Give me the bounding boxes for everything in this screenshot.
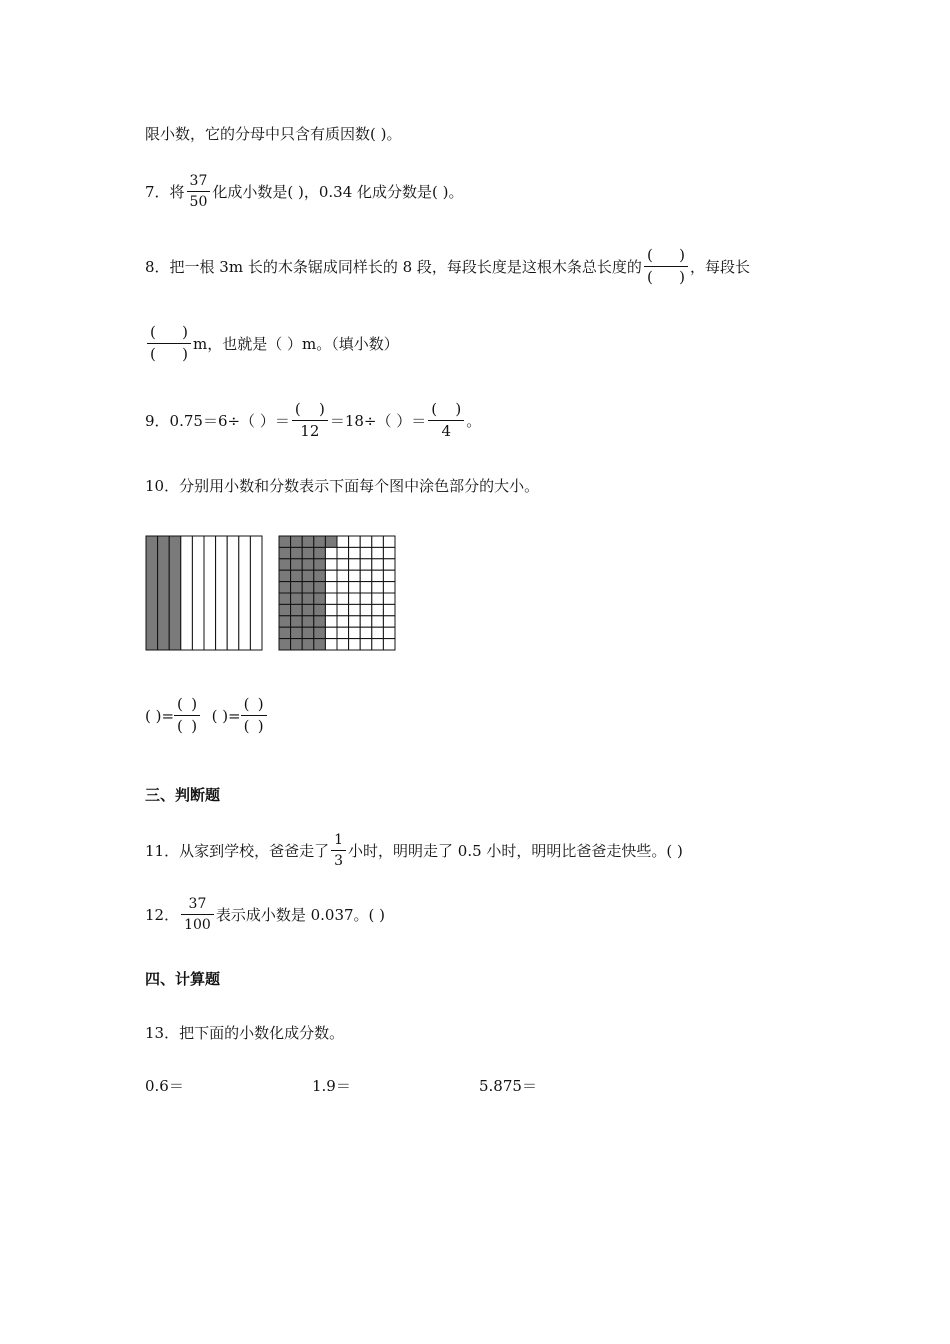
q9-text-b: ＝18÷（ ）＝ — [329, 412, 427, 430]
grid-cell-shaded — [291, 627, 303, 638]
grid-cell-blank — [325, 604, 337, 615]
q12-text-a: 12． — [145, 906, 180, 924]
paren-close: ) — [182, 345, 188, 363]
grid-cell-shaded — [302, 570, 314, 581]
grid-cell-shaded — [291, 593, 303, 604]
grid-cell-shaded — [291, 604, 303, 615]
grid-cell-blank — [360, 604, 372, 615]
q13-item-2: 1.9＝ — [312, 1077, 351, 1095]
grid-cell-blank — [337, 547, 349, 558]
grid-cell-blank — [372, 639, 384, 650]
paren-open: ( — [294, 400, 301, 418]
grid-cell-blank — [337, 582, 349, 593]
section-3-heading — [145, 784, 220, 805]
grid-cell-blank — [372, 593, 384, 604]
q13-items — [145, 1075, 537, 1096]
grid-cell-shaded — [291, 536, 303, 547]
grid-cell-blank — [325, 616, 337, 627]
grid-cell-shaded — [279, 593, 291, 604]
q12-denominator: 100 — [181, 914, 214, 932]
strip-blank — [192, 536, 204, 650]
grid-cell-blank — [360, 582, 372, 593]
paren-open: ( — [243, 717, 250, 735]
grid-cell-blank — [349, 559, 361, 570]
paren-open: ( — [646, 246, 653, 264]
grid-cell-blank — [349, 582, 361, 593]
grid-cell-shaded — [325, 536, 337, 547]
strip-blank — [216, 536, 228, 650]
grid-cell-blank — [383, 616, 395, 627]
paren-close: ) — [679, 268, 685, 286]
grid-cell-shaded — [314, 582, 326, 593]
q10-text: 10．分别用小数和分数表示下面每个图中涂色部分的大小。 — [145, 477, 540, 495]
grid-cell-shaded — [279, 627, 291, 638]
grid-cell-blank — [383, 639, 395, 650]
strip-blank — [227, 536, 239, 650]
grid-cell-blank — [349, 639, 361, 650]
grid-cell-blank — [372, 604, 384, 615]
q13-item-3: 5.875＝ — [479, 1077, 537, 1095]
question-13 — [145, 1022, 344, 1043]
grid-cell-blank — [349, 570, 361, 581]
grid-cell-blank — [349, 627, 361, 638]
grid-cell-blank — [325, 582, 337, 593]
grid-cell-shaded — [279, 547, 291, 558]
question-12 — [145, 897, 385, 932]
grid-cell-blank — [349, 547, 361, 558]
grid-cell-blank — [349, 536, 361, 547]
grid-cell-blank — [349, 604, 361, 615]
q11-text-a: 11．从家到学校，爸爸走了 — [145, 842, 330, 860]
q6-text: 限小数，它的分母中只含有质因数( )。 — [145, 125, 402, 143]
grid-cell-shaded — [314, 616, 326, 627]
grid-cell-shaded — [302, 593, 314, 604]
question-8 — [145, 248, 750, 285]
grid-cell-shaded — [291, 616, 303, 627]
grid-cell-blank — [360, 570, 372, 581]
strip-blank — [250, 536, 262, 650]
paren-close: ) — [182, 323, 188, 341]
q13-item-1: 0.6＝ — [145, 1077, 184, 1095]
section-3-title: 三、判断题 — [145, 786, 221, 804]
paren-open: ( — [243, 695, 250, 713]
grid-cell-blank — [337, 570, 349, 581]
grid-cell-blank — [383, 559, 395, 570]
grid-cell-blank — [372, 547, 384, 558]
q10-answers — [145, 697, 269, 734]
paren-close: ) — [455, 400, 462, 418]
grid-cell-blank — [383, 547, 395, 558]
grid-cell-blank — [337, 536, 349, 547]
strip-shaded — [146, 536, 158, 650]
grid-cell-shaded — [314, 627, 326, 638]
grid-cell-shaded — [314, 559, 326, 570]
strip-shaded — [158, 536, 170, 650]
q12-text-b: 表示成小数是 0.037。( ) — [215, 906, 386, 924]
q9-text-c: 。 — [466, 412, 482, 430]
grid-cell-blank — [337, 593, 349, 604]
section-4-heading — [145, 968, 220, 989]
q7-text-a: 7．将 — [145, 183, 185, 201]
question-11 — [145, 833, 683, 868]
paren-close: ) — [257, 695, 264, 713]
q7-text-b: 化成小数是( )，0.34 化成分数是( )。 — [212, 183, 464, 201]
grid-cell-shaded — [291, 570, 303, 581]
paren-open: ( — [150, 323, 156, 341]
grid-cell-blank — [360, 627, 372, 638]
grid-cell-blank — [383, 536, 395, 547]
grid-cell-shaded — [291, 582, 303, 593]
q10-answer-1-label: ( )= — [145, 706, 175, 725]
grid-cell-blank — [383, 570, 395, 581]
strip-blank — [204, 536, 216, 650]
paren-open: ( — [431, 400, 438, 418]
grid-cell-blank — [349, 593, 361, 604]
grid-cell-blank — [337, 639, 349, 650]
grid-cell-shaded — [291, 639, 303, 650]
grid-cell-blank — [337, 604, 349, 615]
q13-text: 13．把下面的小数化成分数。 — [145, 1024, 345, 1042]
q11-text-b: 小时，明明走了 0.5 小时，明明比爸爸走快些。( ) — [348, 842, 683, 860]
grid-cell-blank — [325, 627, 337, 638]
strip-blank — [181, 536, 193, 650]
grid-cell-blank — [383, 604, 395, 615]
q8-text-a: 8．把一根 3m 长的木条锯成同样长的 8 段，每段长度是这根木条总长度的 — [145, 258, 642, 276]
grid-cell-blank — [383, 593, 395, 604]
grid-cell-shaded — [314, 604, 326, 615]
q9-fraction-1[interactable] — [292, 402, 328, 439]
grid-cell-shaded — [314, 536, 326, 547]
grid-cell-blank — [325, 639, 337, 650]
paren-close: ) — [318, 400, 325, 418]
q11-denominator: 3 — [331, 850, 346, 868]
q8-text-b: ，每段长 — [689, 258, 750, 276]
grid-cell-shaded — [279, 604, 291, 615]
q9-denominator-2: 4 — [428, 420, 464, 439]
grid-cell-shaded — [302, 559, 314, 570]
paren-open: ( — [150, 345, 156, 363]
grid-cell-shaded — [302, 639, 314, 650]
grid-cell-shaded — [279, 559, 291, 570]
q8-text-c: m，也就是（ ）m。（填小数） — [193, 335, 399, 353]
grid-cell-blank — [337, 616, 349, 627]
paren-close: ) — [191, 695, 198, 713]
q9-text-a: 9．0.75＝6÷（ ）＝ — [145, 412, 290, 430]
grid-cell-blank — [337, 627, 349, 638]
grid-cell-shaded — [291, 547, 303, 558]
grid-cell-shaded — [314, 570, 326, 581]
grid-cell-shaded — [302, 604, 314, 615]
grid-cell-blank — [360, 639, 372, 650]
q10-answer-fraction-2[interactable] — [241, 697, 267, 734]
q12-fraction — [181, 897, 214, 932]
grid-cell-blank — [372, 616, 384, 627]
grid-cell-blank — [337, 559, 349, 570]
q9-denominator-1: 12 — [292, 420, 328, 439]
grid-cell-blank — [360, 593, 372, 604]
paren-open: ( — [177, 717, 183, 735]
q6-tail — [145, 123, 401, 144]
grid-cell-blank — [360, 559, 372, 570]
q11-numerator: 1 — [334, 832, 344, 848]
grid-cell-blank — [372, 627, 384, 638]
q7-denominator: 50 — [187, 191, 211, 209]
grid-cell-shaded — [314, 547, 326, 558]
question-8-cont — [145, 325, 399, 362]
grid-cell-shaded — [302, 616, 314, 627]
grid-cell-blank — [360, 536, 372, 547]
q11-fraction — [331, 833, 346, 868]
grid-cell-blank — [360, 547, 372, 558]
grid-cell-blank — [383, 627, 395, 638]
grid-cell-shaded — [291, 559, 303, 570]
paren-open: ( — [646, 268, 653, 286]
q12-numerator: 37 — [188, 896, 207, 912]
q9-fraction-2[interactable] — [428, 402, 464, 439]
grid-cell-blank — [325, 559, 337, 570]
grid-cell-blank — [325, 593, 337, 604]
paren-close: ) — [191, 717, 198, 735]
paren-close: ) — [679, 246, 685, 264]
grid-cell-blank — [372, 559, 384, 570]
grid-cell-blank — [325, 570, 337, 581]
grid-cell-blank — [383, 582, 395, 593]
grid-cell-shaded — [279, 570, 291, 581]
grid-cell-blank — [372, 570, 384, 581]
paren-close: ) — [257, 717, 264, 735]
grid-cell-blank — [372, 536, 384, 547]
grid-cell-blank — [349, 616, 361, 627]
paren-open: ( — [177, 695, 183, 713]
grid-cell-shaded — [279, 582, 291, 593]
section-4-title: 四、计算题 — [145, 970, 221, 988]
q10-answer-2-label: ( )= — [202, 706, 241, 725]
grid-cell-shaded — [279, 536, 291, 547]
strip-blank — [239, 536, 251, 650]
q10-answer-fraction-1[interactable] — [174, 697, 200, 734]
q7-numerator: 37 — [189, 173, 208, 189]
q10-figures — [145, 535, 396, 651]
grid-cell-shaded — [302, 582, 314, 593]
grid-cell-shaded — [279, 639, 291, 650]
strip-shaded — [169, 536, 181, 650]
question-10 — [145, 475, 539, 496]
grid-cell-shaded — [314, 639, 326, 650]
grid-cell-shaded — [314, 593, 326, 604]
grid-cell-blank — [325, 547, 337, 558]
question-9 — [145, 402, 481, 439]
strip-figure — [145, 535, 263, 651]
q7-fraction — [187, 174, 211, 209]
q8-blank-fraction-1[interactable] — [644, 248, 688, 285]
grid-cell-blank — [372, 582, 384, 593]
grid-cell-shaded — [302, 547, 314, 558]
grid-cell-shaded — [302, 536, 314, 547]
grid-cell-shaded — [279, 616, 291, 627]
question-7 — [145, 174, 464, 209]
grid-figure — [278, 535, 396, 651]
grid-cell-shaded — [302, 627, 314, 638]
grid-cell-blank — [360, 616, 372, 627]
q8-blank-fraction-2[interactable] — [147, 325, 191, 362]
